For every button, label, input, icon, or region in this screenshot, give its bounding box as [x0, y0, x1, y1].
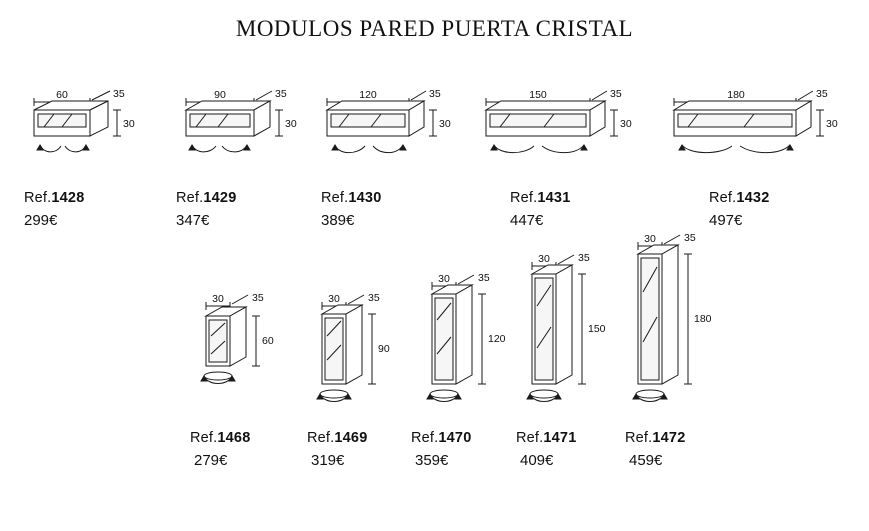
product-figure-1472	[618, 228, 728, 423]
dimension-width-1470: 30	[438, 273, 450, 285]
product-figure-1429	[170, 88, 300, 168]
dimension-height-1431: 30	[620, 118, 632, 130]
dimension-height-1470: 120	[488, 333, 506, 345]
module-drawing-1469	[302, 288, 412, 423]
dimension-height-1468: 60	[262, 335, 274, 347]
dimension-height-1430: 30	[439, 118, 451, 130]
product-figure-1431	[478, 88, 638, 168]
product-figure-1471	[512, 248, 622, 423]
product-price-1428: 299€	[24, 212, 58, 229]
dimension-width-1472: 30	[644, 233, 656, 245]
module-drawing-1468	[186, 292, 296, 417]
product-price-1469: 319€	[311, 452, 345, 469]
ref-prefix: Ref.	[321, 190, 349, 206]
product-ref-1471	[516, 430, 576, 446]
product-ref-1472	[625, 430, 685, 446]
product-price-1471: 409€	[520, 452, 554, 469]
module-drawing-1428	[18, 88, 138, 168]
product-ref-1470	[411, 430, 471, 446]
ref-number: 1432	[736, 190, 770, 206]
dimension-depth-1432: 35	[816, 88, 828, 100]
ref-prefix: Ref.	[176, 190, 204, 206]
product-price-1430: 389€	[321, 212, 355, 229]
dimension-width-1469: 30	[328, 293, 340, 305]
dimension-width-1431: 150	[529, 89, 547, 101]
product-price-1432: 497€	[709, 212, 743, 229]
module-drawing-1471	[512, 248, 622, 423]
product-ref-1429	[176, 190, 236, 206]
dimension-height-1472: 180	[694, 313, 712, 325]
module-drawing-1472	[618, 228, 728, 423]
product-figure-1428	[18, 88, 138, 168]
ref-number: 1471	[543, 430, 577, 446]
dimension-width-1432: 180	[727, 89, 745, 101]
dimension-depth-1468: 35	[252, 292, 264, 304]
module-drawing-1430	[315, 88, 455, 168]
product-ref-1432	[709, 190, 769, 206]
dimension-width-1471: 30	[538, 253, 550, 265]
ref-number: 1472	[652, 430, 686, 446]
ref-number: 1431	[537, 190, 571, 206]
dimension-height-1469: 90	[378, 343, 390, 355]
ref-prefix: Ref.	[625, 430, 653, 446]
product-ref-1469	[307, 430, 367, 446]
product-figure-1470	[412, 268, 522, 423]
dimension-depth-1431: 35	[610, 88, 622, 100]
ref-prefix: Ref.	[411, 430, 439, 446]
dimension-width-1429: 90	[214, 89, 226, 101]
page-title: MODULOS PARED PUERTA CRISTAL	[235, 16, 634, 41]
dimension-depth-1472: 35	[684, 232, 696, 244]
dimension-width-1430: 120	[359, 89, 377, 101]
dimension-depth-1471: 35	[578, 252, 590, 264]
dimension-width-1468: 30	[212, 293, 224, 305]
dimension-depth-1470: 35	[478, 272, 490, 284]
product-price-1431: 447€	[510, 212, 544, 229]
ref-number: 1430	[348, 190, 382, 206]
product-ref-1428	[24, 190, 84, 206]
ref-prefix: Ref.	[709, 190, 737, 206]
product-figure-1432	[668, 88, 853, 168]
ref-number: 1470	[438, 430, 472, 446]
product-price-1472: 459€	[629, 452, 663, 469]
product-ref-1430	[321, 190, 381, 206]
ref-prefix: Ref.	[24, 190, 52, 206]
product-figure-1468	[186, 292, 296, 417]
ref-number: 1469	[334, 430, 368, 446]
dimension-depth-1430: 35	[429, 88, 441, 100]
product-figure-1430	[315, 88, 455, 168]
ref-number: 1429	[203, 190, 237, 206]
dimension-height-1429: 30	[285, 118, 297, 130]
product-price-1429: 347€	[176, 212, 210, 229]
product-ref-1431	[510, 190, 570, 206]
dimension-height-1471: 150	[588, 323, 606, 335]
module-drawing-1431	[478, 88, 638, 168]
product-figure-1469	[302, 288, 412, 423]
ref-number: 1428	[51, 190, 85, 206]
ref-number: 1468	[217, 430, 251, 446]
module-drawing-1470	[412, 268, 522, 423]
dimension-height-1428: 30	[123, 118, 135, 130]
product-price-1468: 279€	[194, 452, 228, 469]
product-price-1470: 359€	[415, 452, 449, 469]
ref-prefix: Ref.	[307, 430, 335, 446]
product-ref-1468	[190, 430, 250, 446]
dimension-depth-1428: 35	[113, 88, 125, 100]
dimension-depth-1429: 35	[275, 88, 287, 100]
dimension-height-1432: 30	[826, 118, 838, 130]
dimension-width-1428: 60	[56, 89, 68, 101]
module-drawing-1429	[170, 88, 300, 168]
dimension-depth-1469: 35	[368, 292, 380, 304]
module-drawing-1432	[668, 88, 853, 168]
ref-prefix: Ref.	[190, 430, 218, 446]
ref-prefix: Ref.	[516, 430, 544, 446]
ref-prefix: Ref.	[510, 190, 538, 206]
